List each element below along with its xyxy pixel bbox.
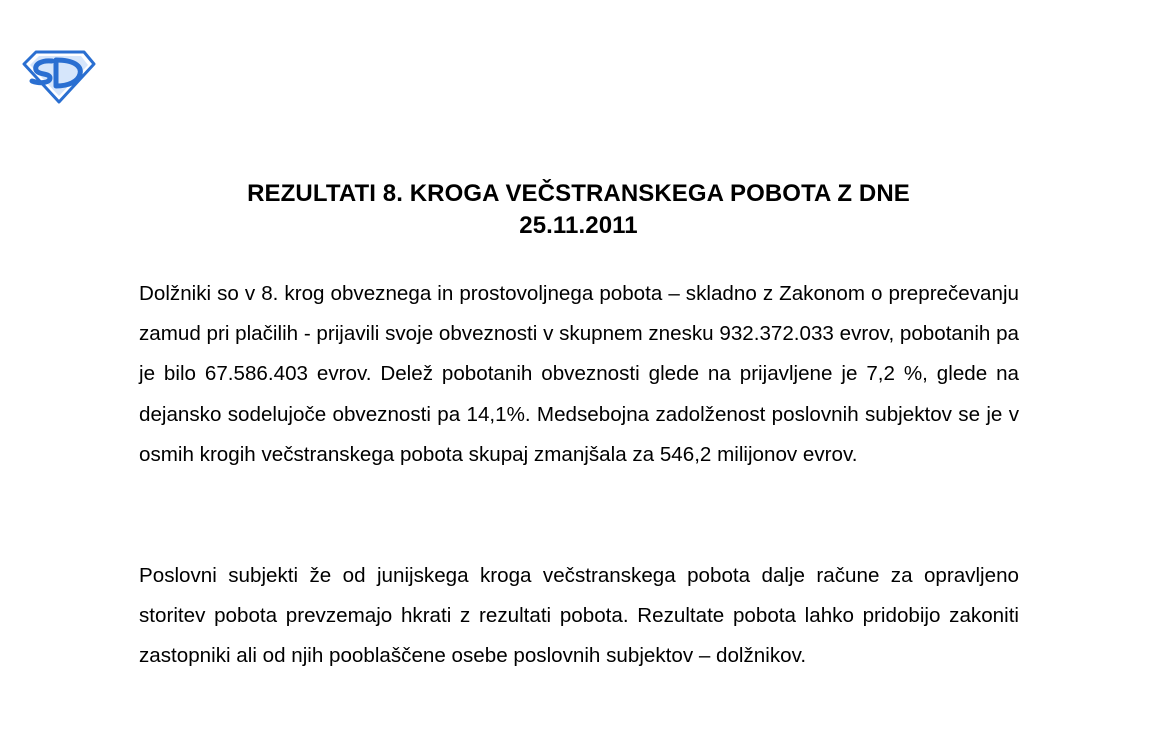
paragraph-invoices: Poslovni subjekti že od junijskega kroga večstranskega pobota dalje račune za opravljeno storitev pobota prevzemajo hkrati z rezultati pobota. Rezultate pobota lahko pridobijo zakoniti zastopniki ali od njih pooblaščene osebe poslovnih subjektov – dolžnikov. — [139, 564, 1019, 668]
page-title — [0, 178, 1157, 242]
title-line-1: REZULTATI 8. KROGA VEČSTRANSKEGA POBOTA Z DNE — [247, 180, 910, 207]
title-line-2: 25.11.2011 — [519, 212, 638, 239]
sd-shield-logo-icon — [22, 48, 96, 104]
paragraph-results: Dolžniki so v 8. krog obveznega in prostovoljnega pobota – skladno z Zakonom o preprečevanju zamud pri plačilih - prijavili svoje obveznosti v skupnem znesku 932.372.033 evrov, pobotanih pa je bilo 67.586.403 evrov. Delež pobotanih obveznosti glede na prijavljene je 7,2 %, glede na dejansko sodelujoče obveznosti pa 14,1%. Medsebojna zadolženost poslovnih subjektov se je v osmih krogih večstranskega pobota skupaj zmanjšala za 546,2 milijonov evrov. — [139, 282, 1019, 466]
